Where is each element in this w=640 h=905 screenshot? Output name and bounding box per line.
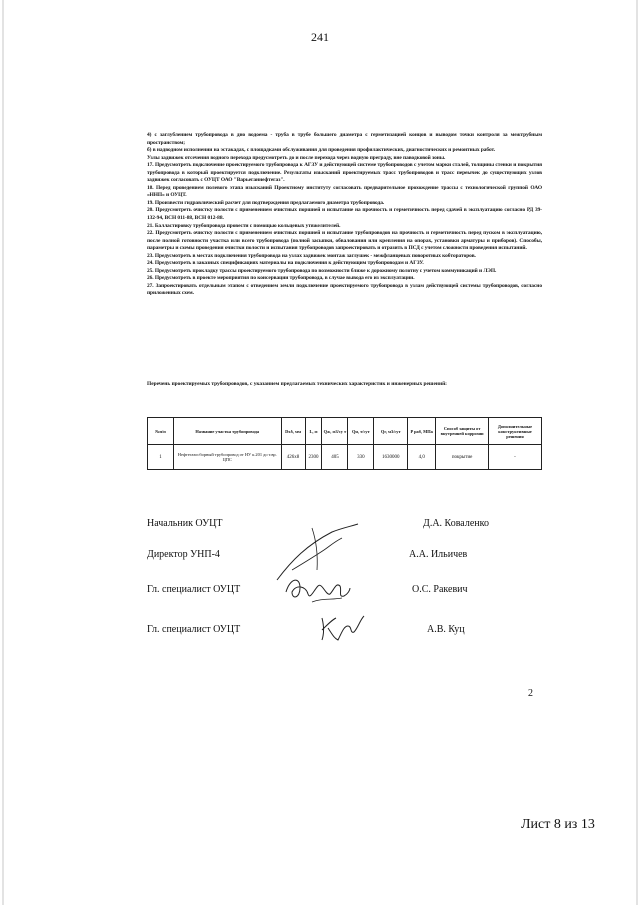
header-cell: №п/п xyxy=(148,418,174,445)
table-cell: - xyxy=(489,445,542,470)
paragraph-4: 4) с заглублением трубопровода в дно водоема - труба в трубе большего диаметра с герметизацией концов и выводом точки контроля за межтрубным пространством; xyxy=(147,132,542,146)
table-cell: 1 xyxy=(148,445,174,470)
signatory-title: Директор УНП-4 xyxy=(147,549,220,560)
paragraph-24: 24. Предусмотреть в заказных спецификациях материалы на подключения к действующим трубопроводам и АГЗУ. xyxy=(147,260,424,267)
table-header-row xyxy=(148,418,542,445)
header-cell: P раб, МПа xyxy=(408,418,436,445)
page-number: 241 xyxy=(311,30,329,44)
table-cell: 4,0 xyxy=(408,445,436,470)
paragraph-17: 17. Предусмотреть подключение проектируемого трубопровода к АГЗУ и действующей системе трубопроводов с учетом марки сталей, толщины стенки и покрытия трубопровода в который проектируется подключение. Результаты изысканий проектируемых трасс трубопроводов и трасс переычек до существующих узлов задвижек согласовать с ОУЦТ ОАО "Варьеганнефтегаз". xyxy=(147,162,542,184)
header-cell: Способ защиты от внутренней коррозии xyxy=(436,418,489,445)
table-cell: 2300 xyxy=(305,445,322,470)
table-intro: Перечень проектируемых трубопроводов, с указанием предлагаемых технических характеристик и инженерных решений: xyxy=(147,381,447,387)
paragraph-valves: Узлы задвижек отсечения водного перехода предусмотреть до и после перехода через водную преграду, вне паводковой зоны. xyxy=(147,154,446,161)
document-body xyxy=(147,132,542,298)
paragraph-18: 18. Перед проведением полевого этапа изысканий Проектному институту согласовать предварительное прохождение трассы с технологической группой ОАО «ННП» и ОУЦТ. xyxy=(147,184,542,199)
signatory-name: О.С. Ракевич xyxy=(412,584,468,595)
handwritten-signature-rakevich xyxy=(282,572,352,608)
paragraph-26: 26. Предусмотреть в проекте мероприятия по консервации трубопровода, в случае вывода его из эксплуатации. xyxy=(147,275,415,282)
paragraph-23: 23. Предусмотреть в местах подключения трубопровода на узлах задвижек монтаж заглушек - межфланцевых поворотных кобтораторов. xyxy=(147,252,476,259)
paragraph-22: 22. Предусмотреть очистку полости с применением очистных поршней и испытание трубопроводов на прочность и герметичность перед пуском в эксплуатацию, после полной готовности участка или всего трубопровода (полной засыпки, обвалования или крепления на опорах, установки арматуры и приборов). Способы, параметры и схемы проведения очистки полости и испытания трубопроводов запроектировать и отразить в ПСД с учетом сложности проведения испытаний. xyxy=(147,230,542,252)
signatory-name: А.В. Куц xyxy=(427,624,465,635)
sub-page-number: 2 xyxy=(528,688,533,699)
table-cell: покрытие xyxy=(436,445,489,470)
paragraph-21: 21. Балластировку трубопровода провести с помощью кольцевых утяжелителей. xyxy=(147,222,341,229)
scan-edge-left xyxy=(2,0,4,905)
paragraph-25: 25. Предусмотреть прокладку трассы проектируемого трубопровода по возможности ближе к дорожному полотну с учетом коммуникаций и ЛЭП. xyxy=(147,267,497,274)
header-cell: Дополнительные конструктивные решения xyxy=(489,418,542,445)
table-cell: 426х8 xyxy=(281,445,305,470)
header-cell: Название участка трубопровода xyxy=(173,418,281,445)
table-cell: 405 xyxy=(322,445,348,470)
signatory-title: Гл. специалист ОУЦТ xyxy=(147,584,241,595)
signatory-name: А.А. Ильичев xyxy=(409,549,468,560)
handwritten-signature-kuts xyxy=(318,612,368,644)
pipeline-table xyxy=(147,417,542,470)
table-cell: 1630000 xyxy=(374,445,408,470)
header-cell: Dхδ, мм xyxy=(281,418,305,445)
paragraph-27: 27. Запроектировать отдельным этапом с отведением земли подключение проектируемого трубопровода в узлам действующей системы трубопроводов, согласно приложенных схем. xyxy=(147,282,542,297)
header-cell: Qн, т/сут xyxy=(348,418,374,445)
sheet-label: Лист 8 из 13 xyxy=(521,817,595,832)
scan-edge-right xyxy=(636,0,638,905)
paragraph-b: б) в надводном исполнении на эстакадах, с площадками обслуживания для проведения профилактических, диагностических и ремонтных работ. xyxy=(147,147,496,154)
paragraph-20: 20. Предусмотреть очистку полости с применением очистных поршней и испытание на прочность и герметичность перед сдачей в эксплуатацию согласно РД 39-132-94, ВСН 011-88, ВСН 012-88. xyxy=(147,207,542,222)
signatory-title: Гл. специалист ОУЦТ xyxy=(147,624,241,635)
header-cell: L, м xyxy=(305,418,322,445)
signatory-name: Д.А. Коваленко xyxy=(423,518,489,529)
signatory-title: Начальник ОУЦТ xyxy=(147,518,223,529)
paragraph-19: 19. Произвести гидравлический расчет для подтверждения предлагаемого диаметра трубопровода. xyxy=(147,199,385,206)
header-cell: Qж, м3/су т xyxy=(322,418,348,445)
table-row xyxy=(148,445,542,470)
table-cell: 330 xyxy=(348,445,374,470)
table-cell: Нефтегазосборный трубопровод от НУ к.201 до т.вр. ЦПС xyxy=(173,445,281,470)
header-cell: Qг, м3/сут xyxy=(374,418,408,445)
